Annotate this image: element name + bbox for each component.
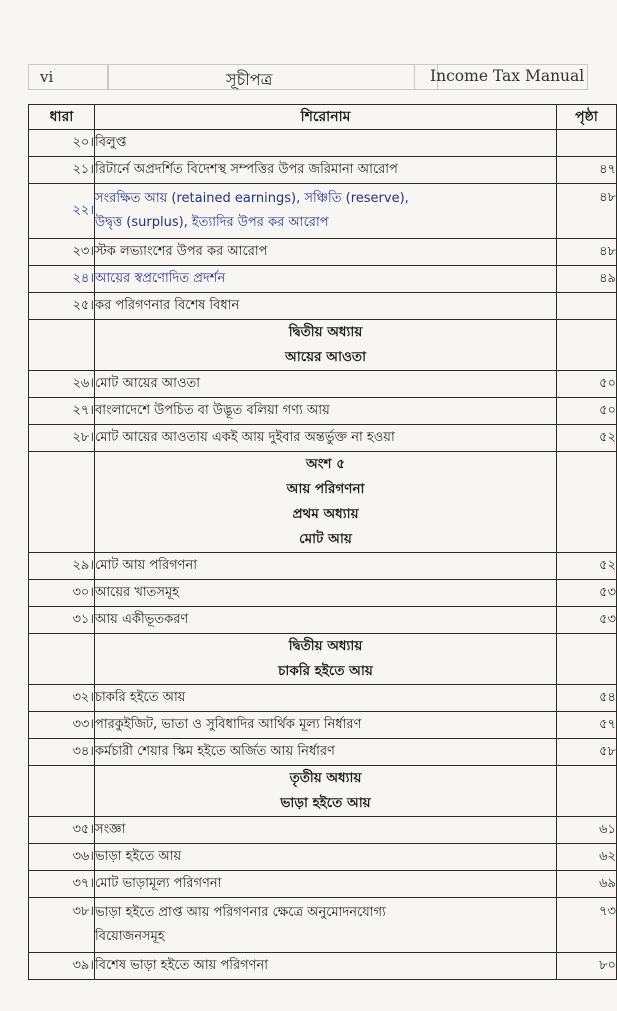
page-ref: ৫৩ [557, 607, 617, 634]
table-row [29, 739, 617, 766]
heading-line: আয় পরিগণনা [286, 481, 365, 497]
header-box-middle [108, 64, 438, 90]
section-title: বিলুপ্ত [95, 130, 557, 157]
table-row [29, 425, 617, 452]
section-number: ৩৩। [29, 712, 95, 739]
heading-line: দ্বিতীয় অধ্যায় [288, 638, 363, 654]
section-number: ৩৭। [29, 871, 95, 898]
page-ref: ৪৮ [557, 184, 617, 239]
section-number: ৩৮। [29, 898, 95, 953]
table-row [29, 953, 617, 980]
page-ref: ৬১ [557, 817, 617, 844]
section-title-line2: বিয়োজনসমূহ [95, 929, 165, 944]
section-title: ভাড়া হইতে আয় [95, 844, 557, 871]
heading-spacer [557, 320, 617, 371]
section-title-line2: উদ্বৃত্ত (surplus), ইত্যাদির উপর কর আরোপ [95, 215, 329, 230]
section-title [95, 898, 557, 953]
page-ref: ৪৭ [557, 157, 617, 184]
column-header-section: ধারা [29, 105, 95, 130]
section-number: ২৫। [29, 293, 95, 320]
table-row [29, 712, 617, 739]
page-ref: ৫৭ [557, 712, 617, 739]
page-ref [557, 293, 617, 320]
page-ref: ৫৮ [557, 739, 617, 766]
page-title: সূচীপত্র [226, 70, 273, 89]
chapter-heading [95, 766, 557, 817]
section-title: মোট আয়ের আওতা [95, 371, 557, 398]
heading-spacer [557, 634, 617, 685]
book-title: Income Tax Manual [430, 67, 585, 85]
section-title: সংজ্ঞা [95, 817, 557, 844]
page-ref: ৪৮ [557, 239, 617, 266]
section-title: মোট আয়ের আওতায় একই আয় দুইবার অন্তর্ভুক্ত না হওয়া [95, 425, 557, 452]
heading-spacer [29, 320, 95, 371]
section-title: স্টক লভ্যাংশের উপর কর আরোপ [95, 239, 557, 266]
section-number: ৩০। [29, 580, 95, 607]
section-title [95, 184, 557, 239]
heading-line: অংশ ৫ [306, 456, 345, 472]
table-row [29, 844, 617, 871]
table-row [29, 817, 617, 844]
heading-spacer [557, 452, 617, 553]
table-row [29, 580, 617, 607]
page-ref: ৪৯ [557, 266, 617, 293]
table-row [29, 398, 617, 425]
page-number: vi [40, 68, 54, 86]
heading-line: তৃতীয় অধ্যায় [289, 770, 362, 786]
section-title: বাংলাদেশে উপচিত বা উদ্ভূত বলিয়া গণ্য আয় [95, 398, 557, 425]
page-ref: ৫০ [557, 371, 617, 398]
heading-spacer [29, 766, 95, 817]
section-number: ২৩। [29, 239, 95, 266]
table-row [29, 130, 617, 157]
section-title: আয়ের খাতসমূহ [95, 580, 557, 607]
section-title: আয়ের স্বপ্রণোদিত প্রদর্শন [95, 266, 557, 293]
table-row [29, 685, 617, 712]
section-number: ৩৯। [29, 953, 95, 980]
section-number: ৩১। [29, 607, 95, 634]
heading-line: চাকরি হইতে আয় [278, 663, 373, 679]
chapter-heading [95, 634, 557, 685]
page-ref: ৫০ [557, 398, 617, 425]
page-ref: ৭৩ [557, 898, 617, 953]
table-row [29, 871, 617, 898]
heading-line: ভাড়া হইতে আয় [280, 795, 371, 811]
section-title: মোট আয় পরিগণনা [95, 553, 557, 580]
section-number: ২১। [29, 157, 95, 184]
table-row [29, 157, 617, 184]
section-number: ২৭। [29, 398, 95, 425]
part-heading [95, 452, 557, 553]
chapter-heading-row [29, 320, 617, 371]
section-title: কর পরিগণনার বিশেষ বিধান [95, 293, 557, 320]
section-number: ২৮। [29, 425, 95, 452]
page-ref: ৬২ [557, 844, 617, 871]
table-row [29, 898, 617, 953]
chapter-heading [95, 320, 557, 371]
section-title: আয় একীভূতকরণ [95, 607, 557, 634]
page-ref: ৫২ [557, 553, 617, 580]
table-row [29, 293, 617, 320]
table-row [29, 184, 617, 239]
section-title-line1: ভাড়া হইতে প্রাপ্ত আয় পরিগণনার ক্ষেত্রে অনুমোদনযোগ্য [95, 905, 386, 920]
section-number: ৩৪। [29, 739, 95, 766]
heading-line: মোট আয় [299, 531, 352, 547]
table-row [29, 607, 617, 634]
heading-line: প্রথম অধ্যায় [292, 506, 359, 522]
heading-spacer [29, 634, 95, 685]
part-heading-row [29, 452, 617, 553]
page-ref [557, 130, 617, 157]
section-title-line1: সংরক্ষিত আয় (retained earnings), সঞ্চিতি (reserve), [95, 191, 409, 206]
section-title: চাকরি হইতে আয় [95, 685, 557, 712]
section-number: ৩৫। [29, 817, 95, 844]
page-ref: ৫৪ [557, 685, 617, 712]
contents-table [28, 104, 617, 980]
section-number: ২০। [29, 130, 95, 157]
page-ref: ৫২ [557, 425, 617, 452]
page-ref: ৮০ [557, 953, 617, 980]
section-number: ২২। [29, 184, 95, 239]
page-ref: ৬৯ [557, 871, 617, 898]
chapter-heading-row [29, 634, 617, 685]
section-title: পারকুইজিট, ভাতা ও সুবিধাদির আর্থিক মূল্য নির্ধারণ [95, 712, 557, 739]
running-header [28, 64, 588, 92]
heading-spacer [29, 452, 95, 553]
chapter-heading-row [29, 766, 617, 817]
section-number: ৩২। [29, 685, 95, 712]
table-row [29, 371, 617, 398]
heading-line: আয়ের আওতা [285, 349, 366, 365]
section-title: কর্মচারী শেয়ার স্কিম হইতে অর্জিত আয় নির্ধারণ [95, 739, 557, 766]
column-header-title: শিরোনাম [95, 105, 557, 130]
section-title: মোট ভাড়ামূল্য পরিগণনা [95, 871, 557, 898]
table-row [29, 553, 617, 580]
section-number: ২৬। [29, 371, 95, 398]
section-title: বিশেষ ভাড়া হইতে আয় পরিগণনা [95, 953, 557, 980]
heading-spacer [557, 766, 617, 817]
page-ref: ৫৩ [557, 580, 617, 607]
section-number: ২৪। [29, 266, 95, 293]
section-number: ২৯। [29, 553, 95, 580]
table-row [29, 239, 617, 266]
table-row [29, 266, 617, 293]
heading-line: দ্বিতীয় অধ্যায় [288, 324, 363, 340]
column-header-page: পৃষ্ঠা [557, 105, 617, 130]
table-header-row [29, 105, 617, 130]
section-title: রিটার্নে অপ্রদর্শিত বিদেশস্থ সম্পত্তির উপর জরিমানা আরোপ [95, 157, 557, 184]
section-number: ৩৬। [29, 844, 95, 871]
